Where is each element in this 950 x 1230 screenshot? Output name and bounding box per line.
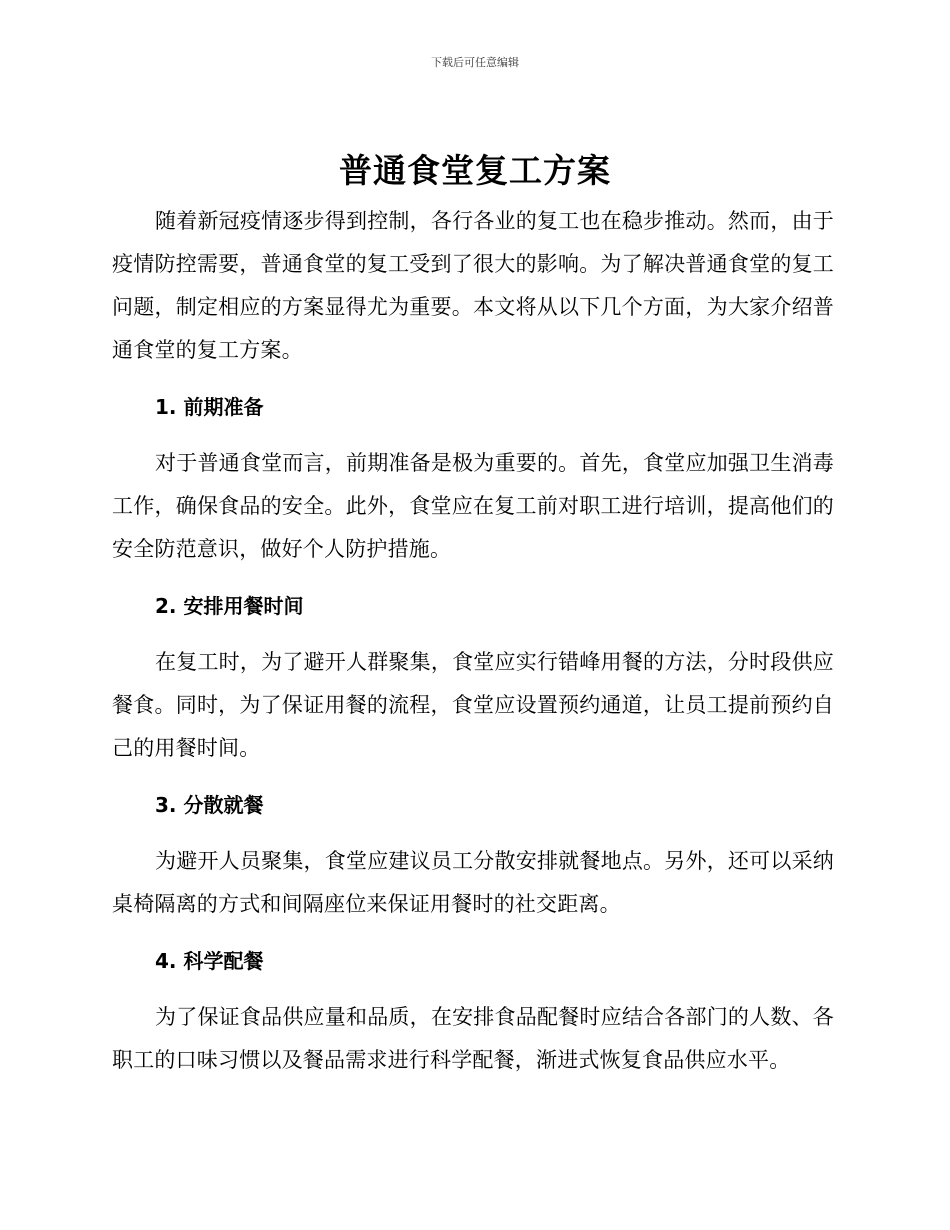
document-body [112,200,834,1082]
intro-paragraph: 随着新冠疫情逐步得到控制，各行各业的复工也在稳步推动。然而，由于疫情防控需要，普通食堂的复工受到了很大的影响。为了解决普通食堂的复工问题，制定相应的方案显得尤为重要。本文将从以下几个方面，为大家介绍普通食堂的复工方案。 [112,209,834,362]
section-body-scientific-catering: 为了保证食品供应量和品质，在安排食品配餐时应结合各部门的人数、各职工的口味习惯以及餐品需求进行科学配餐，渐进式恢复食品供应水平。 [112,1005,834,1072]
section-body-meal-time: 在复工时，为了避开人群聚集，食堂应实行错峰用餐的方法，分时段供应餐食。同时，为了保证用餐的流程，食堂应设置预约通道，让员工提前预约自己的用餐时间。 [112,650,834,760]
section-body-dispersed-dining: 为避开人员聚集，食堂应建议员工分散安排就餐地点。另外，还可以采纳桌椅隔离的方式和间隔座位来保证用餐时的社交距离。 [112,849,834,916]
section-body-preparation: 对于普通食堂而言，前期准备是极为重要的。首先，食堂应加强卫生消毒工作，确保食品的安全。此外，食堂应在复工前对职工进行培训，提高他们的安全防范意识，做好个人防护措施。 [112,451,834,561]
section-heading-dispersed-dining: 3. 分散就餐 [155,793,264,817]
section-heading-meal-time: 2. 安排用餐时间 [155,594,304,618]
section-heading-preparation: 1. 前期准备 [155,395,264,419]
document-title: 普通食堂复工方案 [339,151,611,190]
page-header-note: 下载后可任意编辑 [431,56,519,69]
section-heading-scientific-catering: 4. 科学配餐 [155,949,264,973]
